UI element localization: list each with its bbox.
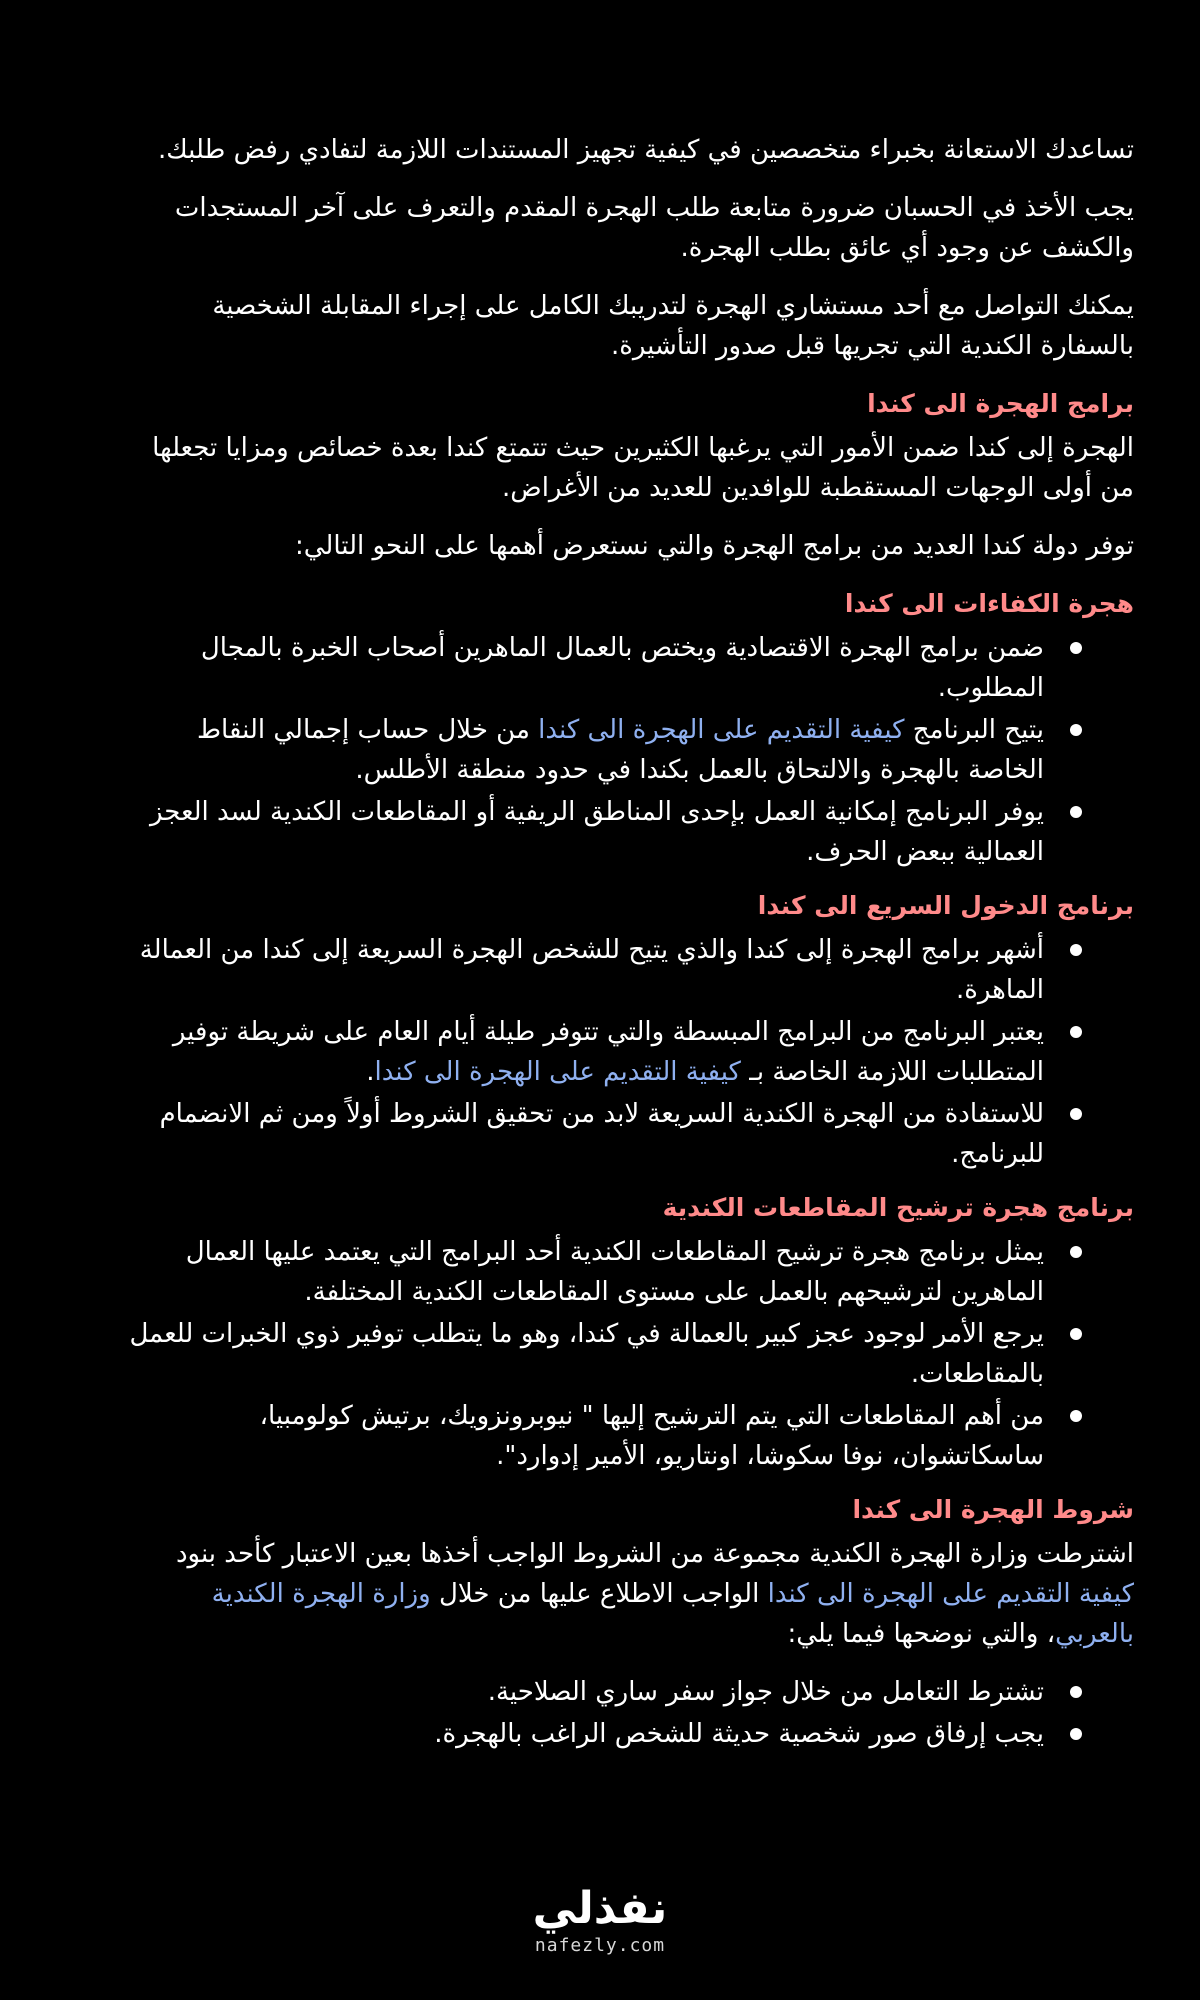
intro-paragraph-3: يمكنك التواصل مع أحد مستشاري الهجرة لتدريبك الكامل على إجراء المقابلة الشخصية بالسفارة الكندية التي تجريها قبل صدور التأشيرة. (212, 291, 1134, 361)
site-logo (0, 1884, 1200, 1958)
list-item-text: من خلال حساب إجمالي النقاط الخاصة بالهجرة والالتحاق بالعمل بكندا في حدود منطقة الأطلس. (197, 715, 1044, 785)
list-item-text: يرجع الأمر لوجود عجز كبير بالعمالة في كندا، وهو ما يتطلب توفير ذوي الخبرات للعمل بالمقاطعات. (129, 1319, 1044, 1389)
provincial-list (126, 1232, 1134, 1476)
bullet-icon (1070, 1728, 1082, 1740)
express-list (126, 930, 1134, 1174)
list-item (126, 1232, 1134, 1312)
list-item (126, 710, 1134, 790)
heading-skilled: هجرة الكفاءات الى كندا (844, 589, 1134, 618)
list-item-text: يتيح البرنامج (904, 715, 1044, 745)
list-item (126, 1396, 1134, 1476)
list-item (126, 628, 1134, 708)
ministry-link[interactable]: وزارة الهجرة الكندية بالعربي (211, 1579, 1134, 1649)
paragraph-text: الواجب الاطلاع عليها من خلال (430, 1579, 768, 1609)
list-item (126, 1094, 1134, 1174)
list-item-text: أشهر برامج الهجرة إلى كندا والذي يتيح للشخص الهجرة السريعة إلى كندا من العمالة الماهرة. (139, 935, 1044, 1005)
list-item-text: . (366, 1057, 375, 1087)
bullet-icon (1070, 1328, 1082, 1340)
intro-paragraph-1: تساعدك الاستعانة بخبراء متخصصين في كيفية تجهيز المستندات اللازمة لتفادي رفض طلبك. (157, 135, 1134, 165)
heading-programs: برامج الهجرة الى كندا (867, 389, 1134, 418)
list-item-text: ضمن برامج الهجرة الاقتصادية ويختص بالعمال الماهرين أصحاب الخبرة بالمجال المطلوب. (200, 633, 1044, 703)
heading-conditions: شروط الهجرة الى كندا (852, 1495, 1134, 1524)
heading-provincial: برنامج هجرة ترشيح المقاطعات الكندية (662, 1193, 1134, 1222)
skilled-list (126, 628, 1134, 872)
list-item (126, 1012, 1134, 1092)
bullet-icon (1070, 724, 1082, 736)
bullet-icon (1070, 1686, 1082, 1698)
logo-wordmark: نفذلي (532, 1883, 668, 1934)
list-item-text: يعتبر البرنامج من البرامج المبسطة والتي تتوفر طيلة أيام العام على شريطة توفير المتطلبات اللازمة الخاصة بـ (172, 1017, 1044, 1087)
bullet-icon (1070, 642, 1082, 654)
apply-canada-link[interactable]: كيفية التقديم على الهجرة الى كندا (538, 715, 905, 745)
bullet-icon (1070, 1410, 1082, 1422)
list-item (126, 930, 1134, 1010)
paragraph-text: اشترطت وزارة الهجرة الكندية مجموعة من الشروط الواجب أخذها بعين الاعتبار كأحد بنود (175, 1539, 1134, 1569)
conditions-paragraph (126, 1534, 1134, 1654)
list-item-text: تشترط التعامل من خلال جواز سفر ساري الصلاحية. (487, 1677, 1044, 1707)
list-item (126, 792, 1134, 872)
conditions-list (126, 1672, 1134, 1754)
list-item-text: يوفر البرنامج إمكانية العمل بإحدى المناطق الريفية أو المقاطعات الكندية لسد العجز العمالية ببعض الحرف. (149, 797, 1044, 867)
apply-canada-link[interactable]: كيفية التقديم على الهجرة الى كندا (374, 1057, 741, 1087)
logo-domain: nafezly.com (534, 1935, 666, 1956)
apply-canada-link[interactable]: كيفية التقديم على الهجرة الى كندا (767, 1579, 1134, 1609)
programs-paragraph-1: الهجرة إلى كندا ضمن الأمور التي يرغبها الكثيرين حيث تتمتع كندا بعدة خصائص ومزايا تجعلها من أولى الوجهات المستقطبة للوافدين للعديد من الأغراض. (152, 433, 1134, 503)
list-item-text: للاستفادة من الهجرة الكندية السريعة لابد من تحقيق الشروط أولاً ومن ثم الانضمام للبرنامج. (159, 1099, 1044, 1169)
programs-paragraph-2: توفر دولة كندا العديد من برامج الهجرة والتي نستعرض أهمها على النحو التالي: (295, 531, 1134, 561)
list-item (126, 1672, 1134, 1712)
bullet-icon (1070, 1108, 1082, 1120)
bullet-icon (1070, 806, 1082, 818)
intro-paragraph-2: يجب الأخذ في الحسبان ضرورة متابعة طلب الهجرة المقدم والتعرف على آخر المستجدات والكشف عن وجود أي عائق بطلب الهجرة. (174, 193, 1134, 263)
bullet-icon (1070, 1026, 1082, 1038)
list-item-text: من أهم المقاطعات التي يتم الترشيح إليها " نيوبرونزويك، برتيش كولومبيا، ساسكاتشوان، نوفا سكوشا، اونتاريو، الأمير إدوارد". (259, 1401, 1044, 1471)
list-item (126, 1714, 1134, 1754)
bullet-icon (1070, 1246, 1082, 1258)
bullet-icon (1070, 944, 1082, 956)
list-item-text: يجب إرفاق صور شخصية حديثة للشخص الراغب بالهجرة. (434, 1719, 1044, 1749)
list-item (126, 1314, 1134, 1394)
heading-express-entry: برنامج الدخول السريع الى كندا (757, 891, 1134, 920)
list-item-text: يمثل برنامج هجرة ترشيح المقاطعات الكندية أحد البرامج التي يعتمد عليها العمال الماهرين لترشيحهم بالعمل على مستوى المقاطعات الكندية المختلفة. (185, 1237, 1044, 1307)
paragraph-text: ، والتي نوضحها فيما يلي: (787, 1619, 1056, 1649)
